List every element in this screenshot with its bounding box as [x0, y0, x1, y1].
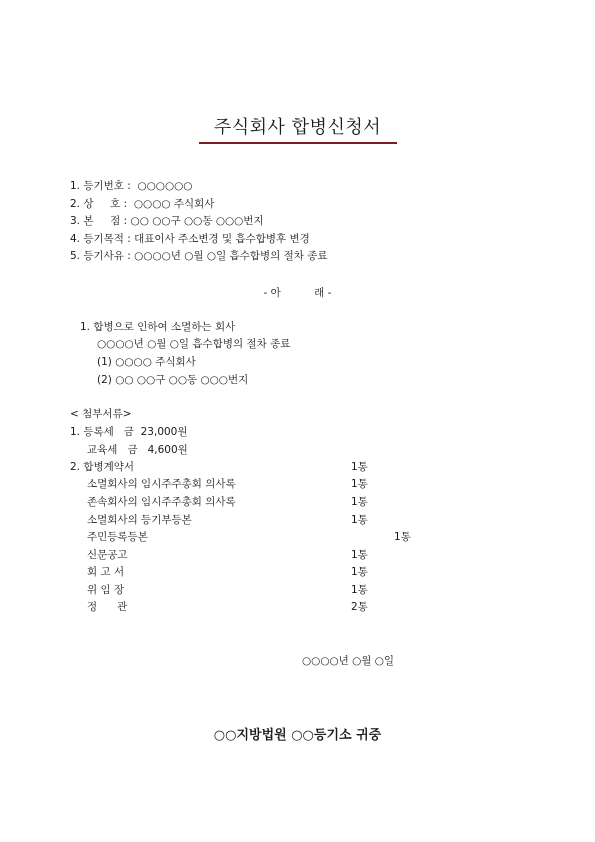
- attachment-count: 1통: [351, 478, 368, 490]
- attachment-count: 1통: [351, 514, 368, 526]
- merger-completion: ○○○○년 ○월 ○일 흡수합병의 절차 종료: [97, 338, 291, 350]
- attachments-heading: < 첨부서류>: [70, 408, 132, 420]
- registration-purpose: 4. 등기목적 : 대표이사 주소변경 및 흡수합병후 변경: [70, 233, 310, 245]
- attachment-count: 2통: [351, 601, 368, 613]
- attachment-item: 회 고 서: [87, 566, 125, 578]
- addressee: ○○지방법원 ○○등기소 귀중: [213, 728, 382, 743]
- attachment-count: 1통: [394, 531, 411, 543]
- education-tax: 교육세 금 4,600원: [87, 444, 188, 456]
- registration-head-office: 3. 본 점 : ○○ ○○구 ○○동 ○○○번지: [70, 215, 264, 227]
- document-date: ○○○○년 ○월 ○일: [302, 655, 395, 667]
- attachment-item: 주민등록등본: [87, 531, 148, 543]
- attachment-count: 1통: [351, 584, 368, 596]
- document-title: 주식회사 합병신청서: [213, 117, 382, 138]
- merger-address: (2) ○○ ○○구 ○○동 ○○○번지: [97, 374, 249, 386]
- notice-heading: - 아 래 -: [263, 287, 332, 299]
- attachment-item: 소멸회사의 임시주주총회 의사록: [87, 478, 236, 490]
- merger-company: (1) ○○○○ 주식회사: [97, 356, 196, 368]
- merger-contract-count: 1통: [351, 461, 368, 473]
- attachment-item: 위 임 장: [87, 584, 125, 596]
- attachment-count: 1통: [351, 496, 368, 508]
- attachment-item: 존속회사의 임시주주총회 의사록: [87, 496, 236, 508]
- attachment-item: 정 관: [87, 601, 128, 613]
- registration-number: 1. 등기번호 : ○○○○○○: [70, 180, 193, 192]
- attachment-count: 1통: [351, 549, 368, 561]
- registration-reason: 5. 등기사유 : ○○○○년 ○월 ○일 흡수합병의 절차 종료: [70, 250, 328, 262]
- registration-trade-name: 2. 상 호 : ○○○○ 주식회사: [70, 198, 215, 210]
- attachment-count: 1통: [351, 566, 368, 578]
- attachment-item: 신문공고: [87, 549, 128, 561]
- attachment-item: 소멸회사의 등기부등본: [87, 514, 192, 526]
- merger-contract: 2. 합병계약서: [70, 461, 135, 473]
- registration-tax: 1. 등록세 금 23,000원: [70, 426, 188, 438]
- title-underline: [199, 142, 397, 144]
- merger-heading: 1. 합병으로 인하여 소멸하는 회사: [80, 321, 236, 333]
